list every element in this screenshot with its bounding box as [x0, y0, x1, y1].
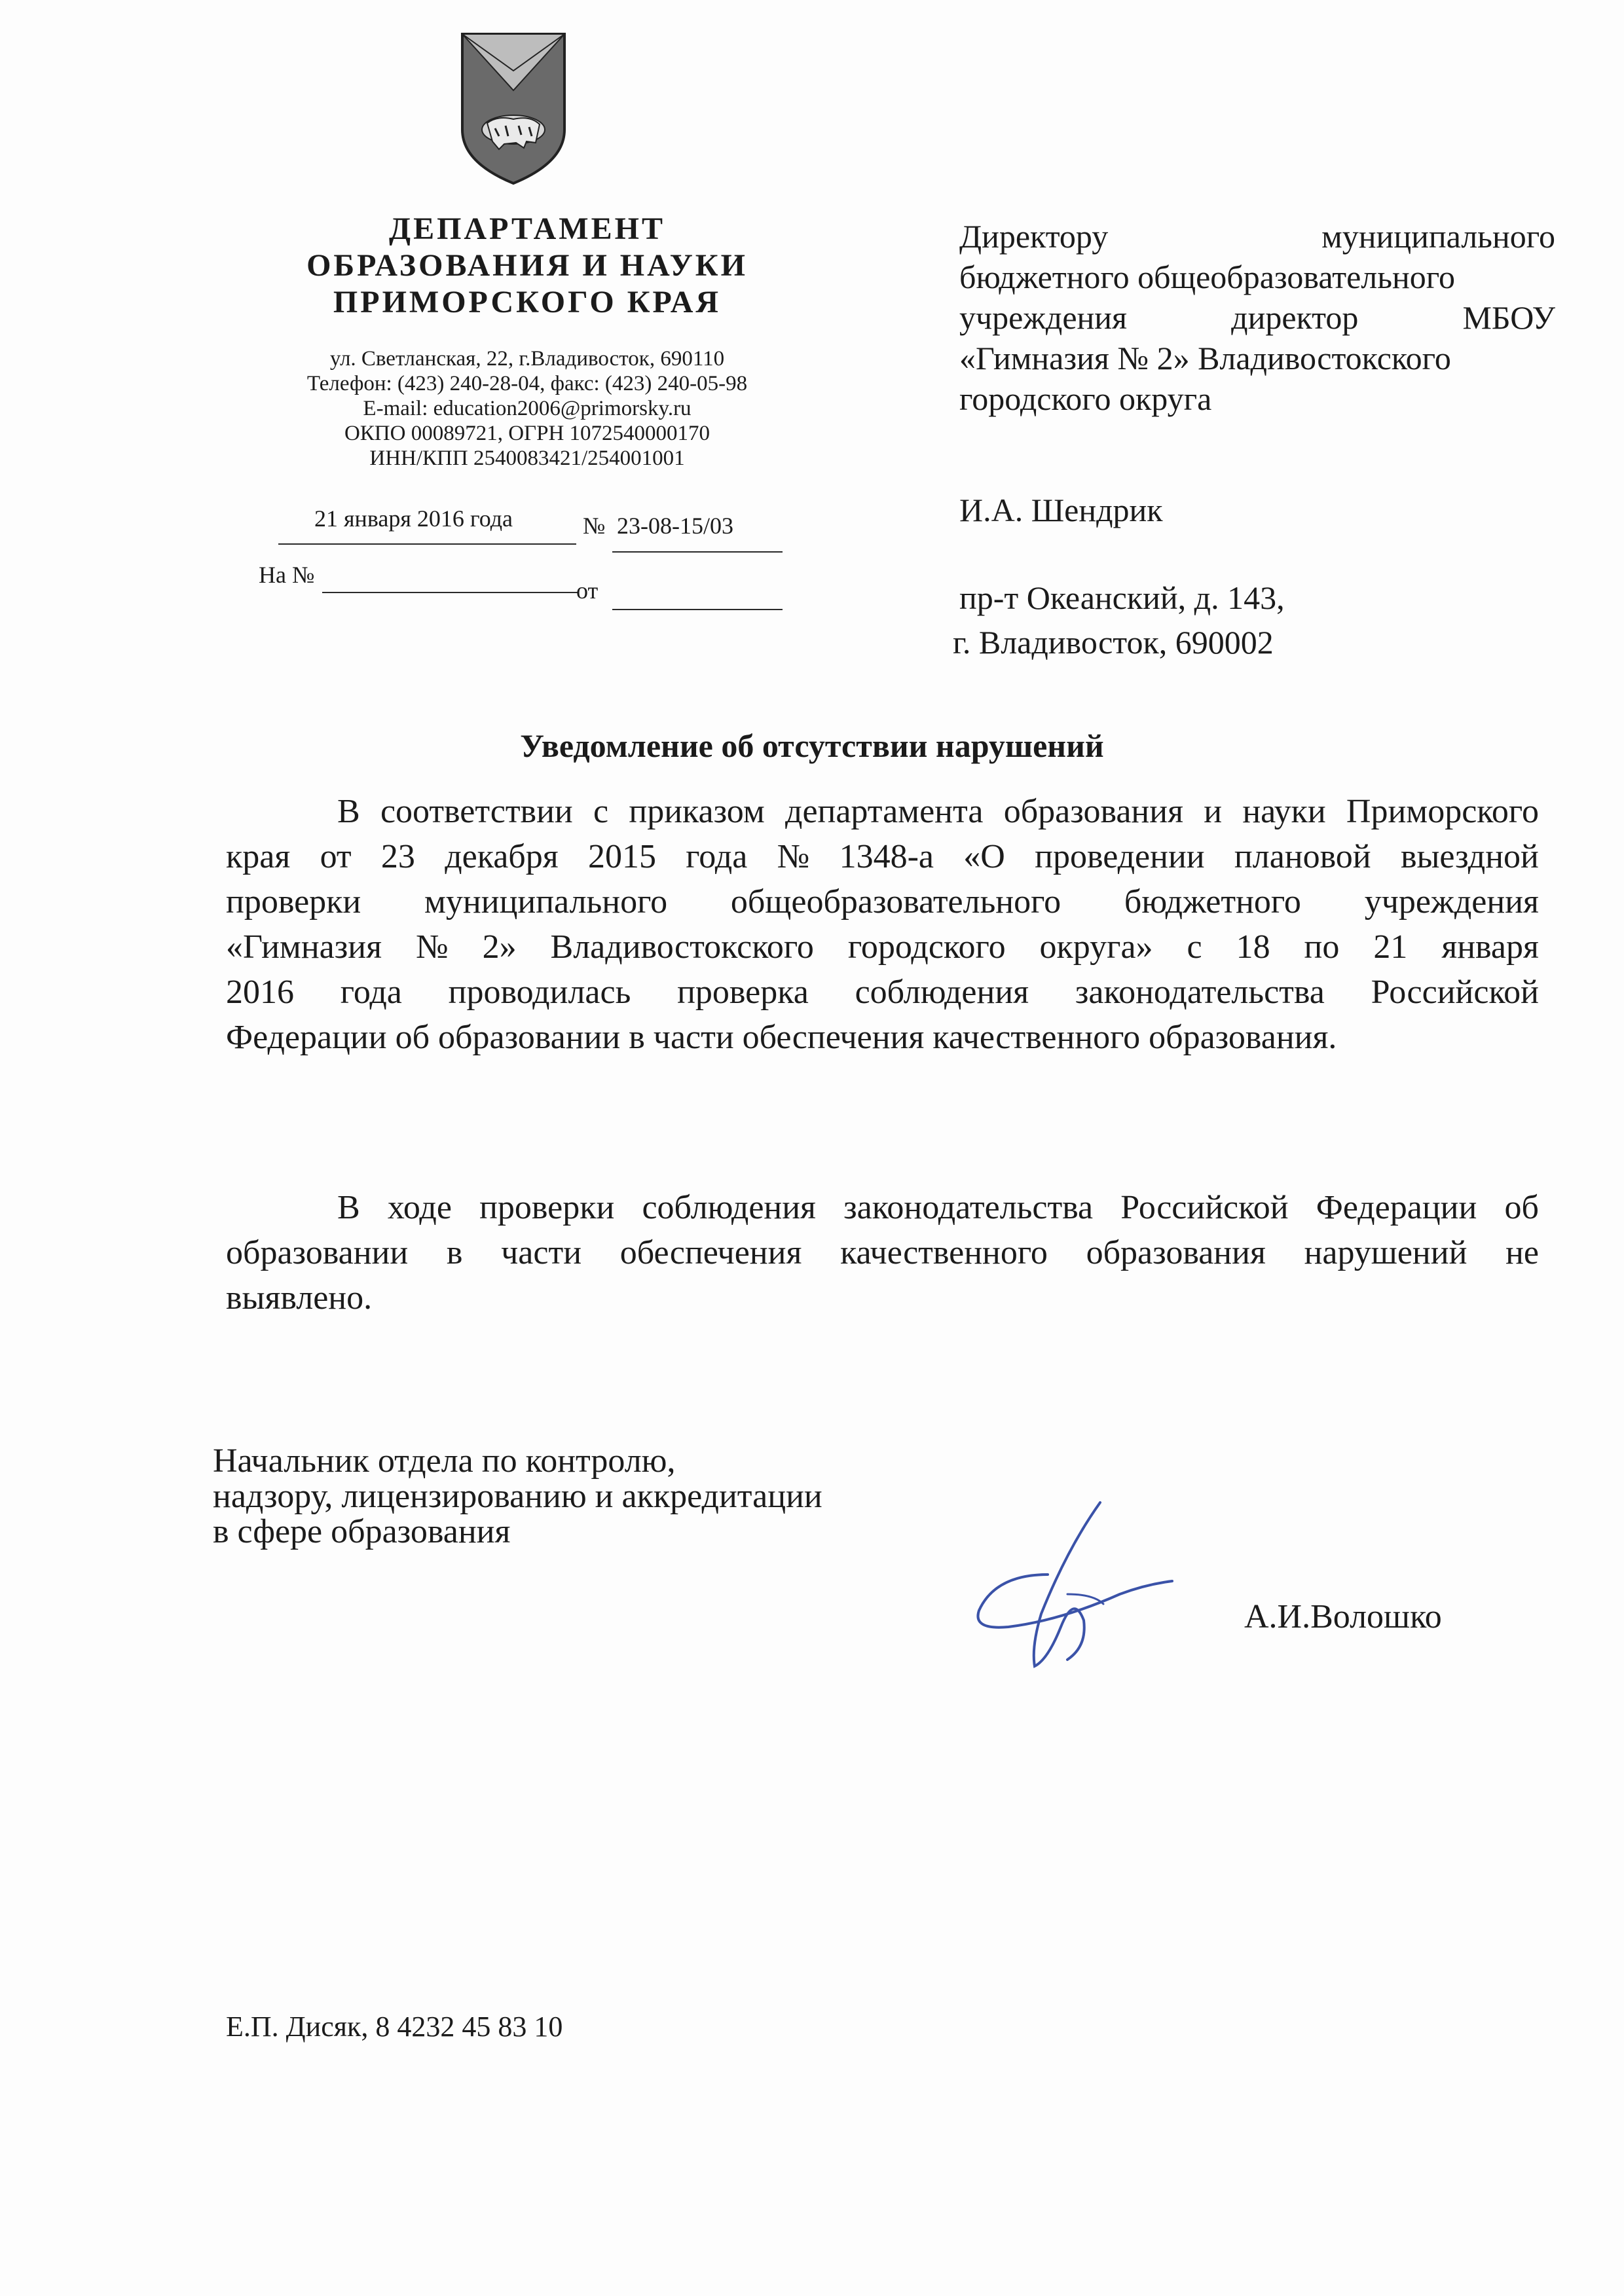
word: округа» [1039, 928, 1153, 966]
signatory-position-line: в сфере образования [213, 1513, 511, 1550]
word: учреждения [1364, 883, 1539, 920]
paragraph-line [226, 879, 1539, 924]
word: 2016 [226, 974, 294, 1011]
word: обеспечения [619, 1234, 802, 1271]
letter-number: 23-08-15/03 [617, 513, 733, 539]
word: Федерации [1316, 1189, 1477, 1226]
addressee-word: директор [1231, 299, 1359, 336]
addressee-word: Директору [959, 218, 1109, 255]
word: В [337, 1189, 360, 1226]
word: образования [1003, 793, 1183, 830]
word: января [1441, 928, 1539, 966]
department-name-line-3: ПРИМОРСКОГО КРАЯ [333, 285, 722, 319]
word: об [1504, 1189, 1539, 1226]
word: Владивостокского [550, 928, 814, 966]
addressee-word: муниципального [1321, 218, 1555, 255]
word: с [1187, 928, 1202, 966]
department-phone: Телефон: (423) 240-28-04, факс: (423) 240-05-98 [306, 372, 748, 395]
department-address: ул. Светланская, 22, г.Владивосток, 690110 [329, 347, 725, 371]
word: соблюдения [642, 1189, 816, 1226]
word: городского [847, 928, 1006, 966]
addressee-word: МБОУ [1462, 299, 1555, 336]
document-title: Уведомление об отсутствии нарушений [520, 727, 1104, 764]
na-number-blank [322, 592, 578, 593]
word: в [446, 1234, 463, 1271]
word: края [226, 838, 291, 875]
department-name-line-2: ОБРАЗОВАНИЯ И НАУКИ [306, 248, 748, 283]
word: проведении [1035, 838, 1205, 875]
letter-date: 21 января 2016 года [314, 505, 513, 532]
signatory-position-line: надзору, лицензированию и аккредитации [213, 1478, 822, 1515]
handwritten-signature [969, 1496, 1179, 1692]
paragraph-line [226, 1185, 1539, 1230]
department-name-line-1: ДЕПАРТАМЕНТ [389, 211, 665, 246]
word: года [686, 838, 748, 875]
word: качественного [840, 1234, 1048, 1271]
signatory-position [213, 1444, 822, 1550]
word: Российской [1120, 1189, 1289, 1226]
word: 2» [482, 928, 517, 966]
addressee-word: учреждения [959, 299, 1128, 336]
word: науки [1242, 793, 1326, 830]
paragraph-line [226, 834, 1539, 879]
word: части [501, 1234, 582, 1271]
paragraph-line [226, 970, 1539, 1015]
word: проверки [479, 1189, 615, 1226]
signatory-position-line: Начальник отдела по контролю, [213, 1442, 676, 1480]
ot-label: от [576, 577, 599, 604]
coat-of-arms-emblem [458, 31, 568, 186]
addressee-block [959, 216, 1555, 419]
word: проверка [677, 974, 809, 1011]
word: выездной [1400, 838, 1539, 875]
paragraph-1 [226, 789, 1539, 1060]
word: не [1505, 1234, 1539, 1271]
word: законодательства [1075, 974, 1325, 1011]
word: нарушений [1304, 1234, 1467, 1271]
addressee-city: г. Владивосток, 690002 [953, 624, 1274, 661]
paragraph-line [226, 924, 1539, 970]
word: проверки [226, 883, 361, 920]
word: образования [1086, 1234, 1266, 1271]
word: декабря [445, 838, 559, 875]
word: от [320, 838, 352, 875]
paragraph-line [226, 1230, 1539, 1275]
word: департамента [784, 793, 984, 830]
date-underline [278, 543, 576, 545]
number-label: № [583, 513, 606, 539]
word: «Гимназия [226, 928, 382, 966]
word: соблюдения [855, 974, 1029, 1011]
ot-date-blank [612, 609, 783, 610]
addressee-person-name: И.А. Шендрик [959, 492, 1163, 528]
word: 23 [380, 838, 415, 875]
department-email: E-mail: education2006@primorsky.ru [363, 397, 692, 420]
word: проводилась [448, 974, 631, 1011]
word: 18 [1236, 928, 1270, 966]
word: соответствии [380, 793, 573, 830]
number-underline [612, 551, 783, 553]
word: с [593, 793, 609, 830]
word: № [777, 838, 810, 875]
word: общеобразовательного [730, 883, 1061, 920]
word: № [415, 928, 449, 966]
word: «О [963, 838, 1005, 875]
addressee-line: городского округа [959, 380, 1212, 417]
paragraph-line [226, 789, 1539, 834]
word: плановой [1234, 838, 1371, 875]
word: и [1204, 793, 1223, 830]
word: законодательства [843, 1189, 1094, 1226]
word: Российской [1371, 974, 1539, 1011]
department-inn: ИНН/КПП 2540083421/254001001 [369, 446, 685, 470]
addressee-line: бюджетного общеобразовательного [959, 259, 1456, 295]
word: 21 [1373, 928, 1408, 966]
paragraph-2 [226, 1185, 1539, 1321]
department-okpo: ОКПО 00089721, ОГРН 1072540000170 [344, 422, 710, 445]
na-number-label: На № [259, 562, 315, 588]
word: 2015 [587, 838, 656, 875]
word: года [340, 974, 402, 1011]
word: образовании [226, 1234, 409, 1271]
word: 1348-а [839, 838, 934, 875]
word: по [1304, 928, 1340, 966]
paragraph-line: Федерации об образовании в части обеспечения качественного образования. [226, 1019, 1337, 1056]
addressee-line: «Гимназия № 2» Владивостокского [959, 340, 1451, 376]
executor-contact: Е.П. Дисяк, 8 4232 45 83 10 [226, 2011, 563, 2043]
word: бюджетного [1124, 883, 1301, 920]
word: Приморского [1346, 793, 1539, 830]
signatory-name: А.И.Волошко [1244, 1598, 1442, 1635]
addressee-street: пр-т Океанский, д. 143, [959, 579, 1285, 616]
word: муниципального [424, 883, 668, 920]
paragraph-line: выявлено. [226, 1279, 373, 1317]
word: В [337, 793, 360, 830]
word: приказом [629, 793, 765, 830]
word: ходе [387, 1189, 452, 1226]
